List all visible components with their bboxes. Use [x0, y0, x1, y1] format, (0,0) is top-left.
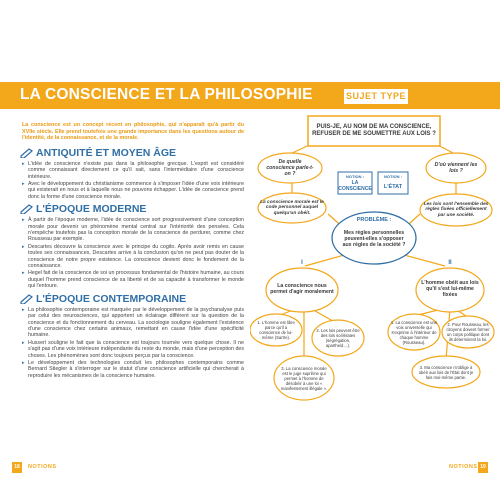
section-header-antiquite [20, 147, 244, 159]
bullet-item: ▸ La philosophie contemporaine est marquée par le développement de la psychanalyse puis par celui des neurosciences, qui apportent un éclairage différent sur la question de la conscience et du fonctionnement du cerveau. La sociologie souligne également l'existence d'une conscience chez certains animaux, remettant en cause l'idée d'une spécificité humaine. [22, 307, 244, 339]
pencil-icon [20, 204, 33, 214]
mind-map [250, 110, 500, 460]
bullet-item: ▸ À partir de l'époque moderne, l'idée de conscience sort progressivement d'une conception morale pour devenir un phénomène mental central sur l'intériorité des pensées. Cela n'empêche toutefois pas la conception morale de la conscience de perdurer, comme chez Rousseau par exemple. [22, 217, 244, 243]
bullet-list [22, 161, 244, 200]
question-left: De quelle conscience parle-t-on ? [266, 159, 314, 177]
pencil-icon [20, 294, 33, 304]
definition-right: Les lois sont l'ensemble des règles fixées officiellement par une société. [423, 201, 489, 218]
argument-1-2: 2. Les lois peuvent être des lois scélérates (ségrégation, apartheid…). [316, 328, 360, 348]
intro-text: La conscience est un concept récent en philosophie, qui n'apparaît qu'à partir du XVIIe siècle. Elle prend toutefois une grande importance dans les questions autour de l'identité, de la connaissance, et de la morale. [22, 122, 244, 142]
central-question: PUIS-JE, AU NOM DE MA CONSCIENCE, REFUSER DE ME SOUMETTRE AUX LOIS ? [312, 124, 436, 137]
section-title: L'ÉPOQUE CONTEMPORAINE [36, 292, 187, 305]
argument-1-1: 1. L'homme est libre parce qu'il a conscience de lui-même (Sartre). [257, 320, 295, 340]
page-number-left: 18 [12, 462, 22, 473]
part-one-title: La conscience nous permet d'agir moralement [270, 283, 334, 295]
part-two-title: L'homme obéit aux lois qu'il s'est lui-même fixées [421, 280, 479, 298]
bullet-item: ▸ Le développement des technologies conduit les philosophes contemporains comme Bernard Stiegler à s'interroger sur le statut d'une conscience artificielle qui chercherait à reproduire les mécanismes de la conscience humaine. [22, 360, 244, 379]
bullet-item: ▸ Hegel fait de la conscience de soi un processus fondamental de l'histoire humaine, au cours duquel l'homme prend conscience de sa liberté et de sa capacité à transformer le monde qui l'entoure. [22, 270, 244, 289]
bullet-list [22, 307, 244, 379]
argument-2-3: 3. Ma conscience m'oblige à obéir aux lois de l'État dont je fais moi-même partie. [418, 364, 474, 380]
bullet-item: ▸ Avec le développement du christianisme commence à s'imposer l'idée d'une voix intérieure qui existerait en nous et à laquelle nous ne pouvons échapper. L'idée de conscience prend donc la forme d'une conscience morale. [22, 181, 244, 200]
section-title: ANTIQUITÉ ET MOYEN ÂGE [36, 146, 177, 159]
section-title: L'ÉPOQUE MODERNE [36, 203, 147, 216]
footer-label-left: NOTIONS [28, 464, 57, 470]
bullet-item: ▸ L'idée de conscience n'existe pas dans la philosophie grecque. L'esprit est considéré comme connaissant directement ce qu'il sait, sans l'intermédiaire d'une conscience intérieure. [22, 161, 244, 180]
argument-2-1: 1. La conscience est une voix universelle qui s'exprime à l'intérieur de chaque homme (Rousseau). [390, 319, 438, 345]
section-header-contemporaine [20, 293, 244, 305]
definition-left: La conscience morale est le code personnel auquel quelqu'un obéit. [260, 199, 324, 216]
problem-text: Mes règles personnelles peuvent-elles s'opposer aux règles de la société ? [342, 230, 406, 248]
part-two-number: II [448, 260, 452, 266]
footer-label-right: NOTIONS [449, 464, 478, 470]
left-column [22, 122, 244, 380]
part-one-number: I [301, 260, 303, 266]
pencil-icon [20, 148, 33, 158]
sujet-type-badge: SUJET TYPE [343, 88, 409, 105]
section-header-moderne [20, 203, 244, 215]
notion-left-tag: NOTION : [346, 173, 364, 179]
notion-right: L'ÉTAT [383, 183, 403, 190]
notion-left: LA CONSCIENCE [338, 180, 372, 192]
notion-right-tag: NOTION : [384, 173, 402, 179]
bullet-item: ▸ Husserl souligne le fait que la conscience est toujours tournée vers quelque chose. Il ne s'agit pas d'une voix intérieure indépendante du reste du monde, mais d'une perception des choses. Les phénomènes sont donc toujours perçus par la conscience. [22, 340, 244, 359]
question-right: D'où viennent les lois ? [434, 162, 478, 174]
argument-2-2: 2. Pour Rousseau, les citoyens doivent former un corps politique dont ils déterminent la loi. [446, 322, 490, 342]
bullet-list [22, 217, 244, 289]
problem-label: PROBLÈME : [356, 217, 392, 223]
page-number-right: 19 [478, 462, 488, 473]
bullet-item: ▸ Descartes découvre la conscience avec le principe du cogito. Après avoir remis en cause toutes ses connaissances, Descartes arrive à la conclusion qu'on ne peut pas douter de la conscience de notre propre existence. La conscience devient donc le fondement de la connaissance. [22, 244, 244, 270]
argument-1-3: 3. La conscience morale est le juge suprême qui permet à l'homme de désobéir à une loi « manifestement illégale ». [280, 365, 328, 391]
page-title: LA CONSCIENCE ET LA PHILOSOPHIE [20, 86, 313, 103]
